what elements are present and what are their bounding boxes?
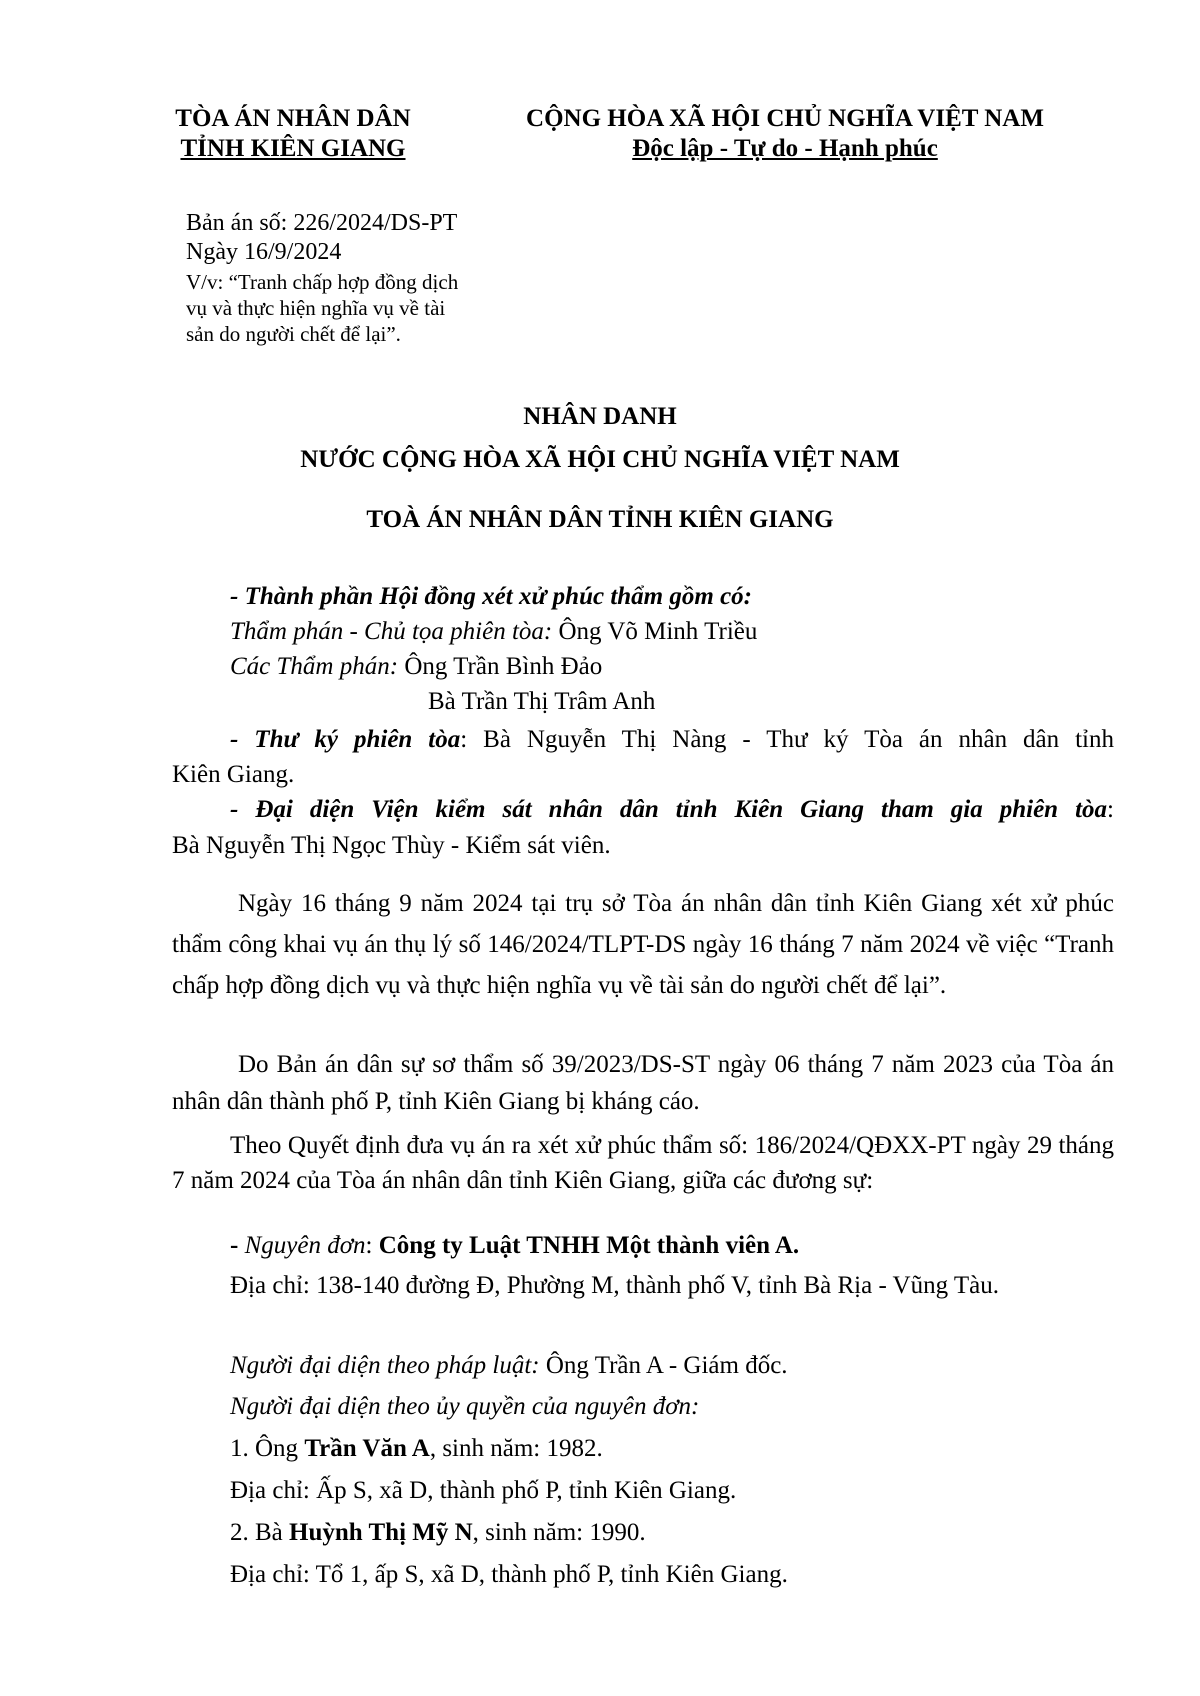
case-date: Ngày 16/9/2024: [186, 239, 342, 265]
nation-motto: Độc lập - Tự do - Hạnh phúc: [632, 135, 938, 162]
legal-rep-line: [230, 1352, 788, 1380]
case-subject-line3: sản do người chết để lại”.: [186, 322, 401, 346]
clerk-text: : Bà Nguyễn Thị Nàng - Thư ký Tòa án nhân dân tỉnh: [460, 726, 1114, 753]
case-number: Bản án số: 226/2024/DS-PT: [186, 210, 458, 236]
presiding-judge-name: Ông Võ Minh Triều: [558, 618, 758, 645]
plaintiff-line: [230, 1232, 799, 1260]
presiding-judge-line: [230, 618, 757, 646]
procuracy-label: - Đại diện Viện kiểm sát nhân dân tỉnh Kiên Giang tham gia phiên tòa: [230, 796, 1108, 823]
authorized-rep-label: Người đại diện theo ủy quyền của nguyên đơn:: [230, 1393, 700, 1420]
title-country: NƯỚC CỘNG HÒA XÃ HỘI CHỦ NGHĨA VIỆT NAM: [300, 446, 900, 473]
case-subject-line1: V/v: “Tranh chấp hợp đồng dịch: [186, 270, 459, 294]
procuracy-line: [230, 796, 1114, 824]
body-paragraph-3: Theo Quyết định đưa vụ án ra xét xử phúc thẩm số: 186/2024/QĐXX-PT ngày 29 tháng 7 năm 2024 của Tòa án nhân dân tỉnh Kiên Giang, giữa các đương sự:: [172, 1132, 1114, 1194]
plaintiff-label: Nguyên đơn: [244, 1232, 366, 1259]
case-subject-line2: vụ và thực hiện nghĩa vụ về tài: [186, 296, 446, 320]
court-name-line2: TỈNH KIÊN GIANG: [180, 135, 406, 162]
clerk-label: - Thư ký phiên tòa: [230, 726, 461, 753]
nation-title: CỘNG HÒA XÃ HỘI CHỦ NGHĨA VIỆT NAM: [526, 105, 1044, 132]
plaintiff-name: Công ty Luật TNHH Một thành viên A.: [378, 1232, 800, 1259]
legal-rep-label: Người đại diện theo pháp luật:: [230, 1352, 540, 1379]
title-court: TOÀ ÁN NHÂN DÂN TỈNH KIÊN GIANG: [366, 506, 834, 533]
clerk-text-cont: Kiên Giang.: [172, 761, 295, 788]
judges-label: Các Thẩm phán:: [230, 653, 405, 680]
rep-2-address: Địa chỉ: Tổ 1, ấp S, xã D, thành phố P, tỉnh Kiên Giang.: [230, 1561, 788, 1588]
plaintiff-dash: -: [230, 1232, 245, 1259]
rep-1-line: [230, 1435, 603, 1463]
body-paragraph-1: Ngày 16 tháng 9 năm 2024 tại trụ sở Tòa án nhân dân tỉnh Kiên Giang xét xử phúc thẩm công khai vụ án thụ lý số 146/2024/TLPT-DS ngày 16 tháng 7 năm 2024 về việc “Tranh chấp hợp đồng dịch vụ và thực hiện nghĩa vụ về tài sản do người chết để lại”.: [172, 890, 1114, 999]
judge-1-name: Ông Trần Bình Đảo: [404, 653, 603, 680]
rep-2-suffix: , sinh năm: 1990.: [472, 1519, 646, 1546]
rep-1-name: Trần Văn A: [304, 1435, 430, 1462]
judge-2-name: Bà Trần Thị Trâm Anh: [428, 688, 656, 715]
rep-1-prefix: 1. Ông: [230, 1435, 305, 1462]
judges-line: [230, 653, 602, 681]
title-nhan-danh: NHÂN DANH: [523, 403, 677, 430]
clerk-line: [230, 726, 1114, 754]
procuracy-colon: :: [1107, 796, 1114, 823]
rep-1-suffix: , sinh năm: 1982.: [429, 1435, 603, 1462]
presiding-judge-label: Thẩm phán - Chủ tọa phiên tòa:: [230, 618, 559, 645]
plaintiff-colon: :: [365, 1232, 379, 1259]
panel-heading: - Thành phần Hội đồng xét xử phúc thẩm gồm có:: [230, 583, 752, 610]
rep-2-prefix: 2. Bà: [230, 1519, 290, 1546]
procuracy-text: Bà Nguyễn Thị Ngọc Thùy - Kiểm sát viên.: [172, 832, 611, 859]
plaintiff-address: Địa chỉ: 138-140 đường Đ, Phường M, thành phố V, tỉnh Bà Rịa - Vũng Tàu.: [230, 1272, 1000, 1299]
court-name-line1: TÒA ÁN NHÂN DÂN: [175, 105, 411, 132]
rep-2-name: Huỳnh Thị Mỹ N: [289, 1519, 473, 1546]
body-paragraph-2: Do Bản án dân sự sơ thẩm số 39/2023/DS-ST ngày 06 tháng 7 năm 2023 của Tòa án nhân dân thành phố P, tỉnh Kiên Giang bị kháng cáo.: [172, 1051, 1114, 1115]
rep-2-line: [230, 1519, 646, 1547]
legal-rep-value: Ông Trần A - Giám đốc.: [539, 1352, 788, 1379]
rep-1-address: Địa chỉ: Ấp S, xã D, thành phố P, tỉnh Kiên Giang.: [230, 1477, 737, 1504]
